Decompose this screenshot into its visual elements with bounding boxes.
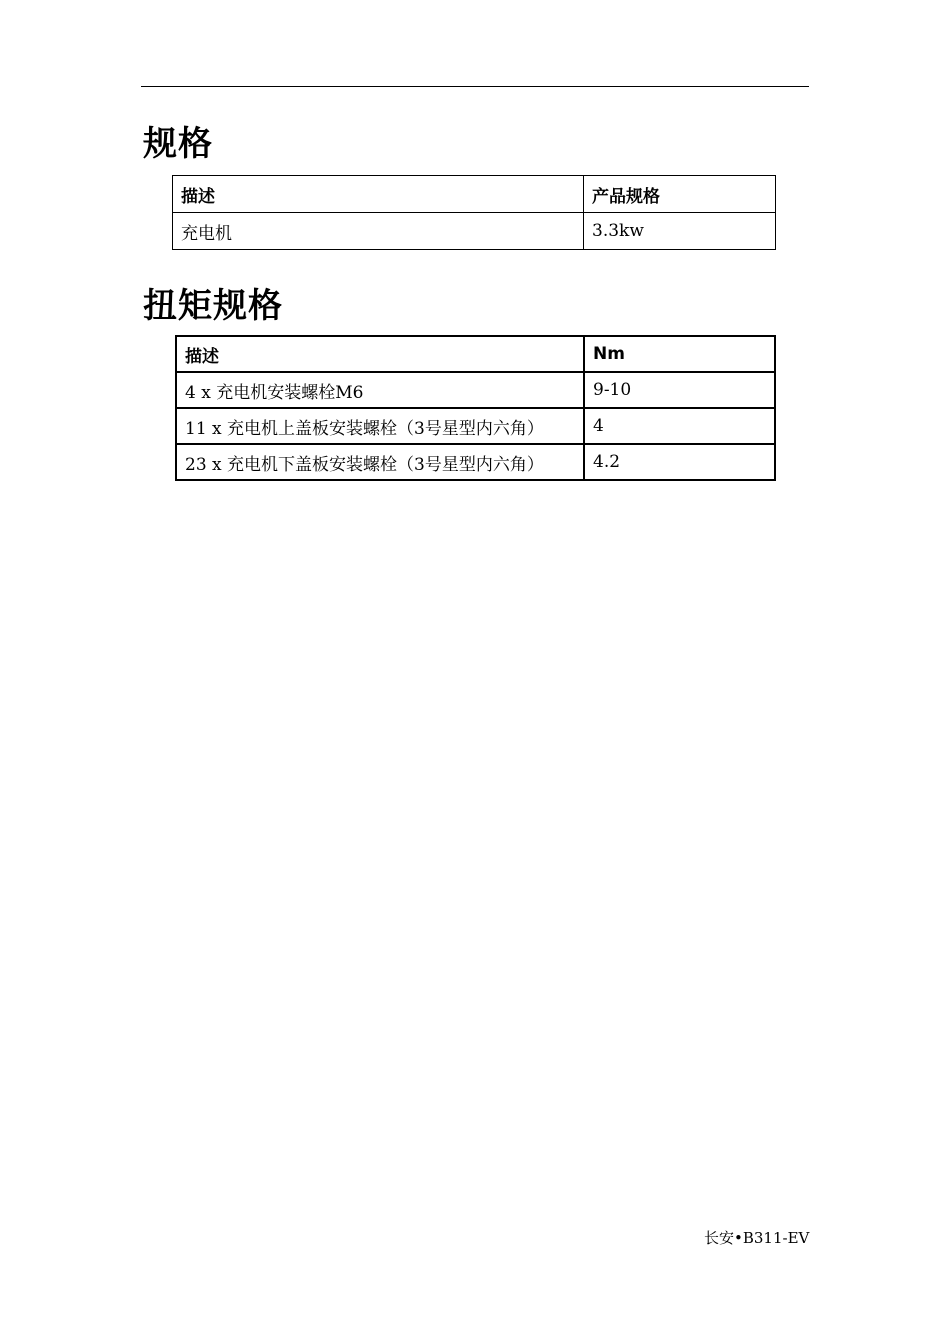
row-description: 充电机 bbox=[173, 213, 584, 250]
row-description: 4 x 充电机安装螺栓M6 bbox=[176, 372, 584, 408]
header-rule bbox=[141, 86, 809, 87]
page-footer: 长安•B311-EV bbox=[704, 1229, 810, 1247]
table-header-row bbox=[173, 176, 776, 213]
column-header-spec: 产品规格 bbox=[584, 176, 776, 213]
section-title-specs: 规格 bbox=[143, 124, 213, 164]
table-header-row bbox=[176, 336, 775, 372]
row-value: 9-10 bbox=[584, 372, 775, 408]
row-description: 23 x 充电机下盖板安装螺栓（3号星型内六角） bbox=[176, 444, 584, 480]
row-value: 3.3kw bbox=[584, 213, 776, 250]
table-row bbox=[176, 408, 775, 444]
section-title-torque-specs: 扭矩规格 bbox=[143, 286, 283, 326]
table-row bbox=[173, 213, 776, 250]
specs-table bbox=[172, 175, 776, 250]
column-header-nm: Nm bbox=[584, 336, 775, 372]
column-header-description: 描述 bbox=[173, 176, 584, 213]
row-value: 4 bbox=[584, 408, 775, 444]
column-header-description: 描述 bbox=[176, 336, 584, 372]
row-value: 4.2 bbox=[584, 444, 775, 480]
row-description: 11 x 充电机上盖板安装螺栓（3号星型内六角） bbox=[176, 408, 584, 444]
table-row bbox=[176, 444, 775, 480]
table-row bbox=[176, 372, 775, 408]
torque-specs-table bbox=[175, 335, 776, 481]
